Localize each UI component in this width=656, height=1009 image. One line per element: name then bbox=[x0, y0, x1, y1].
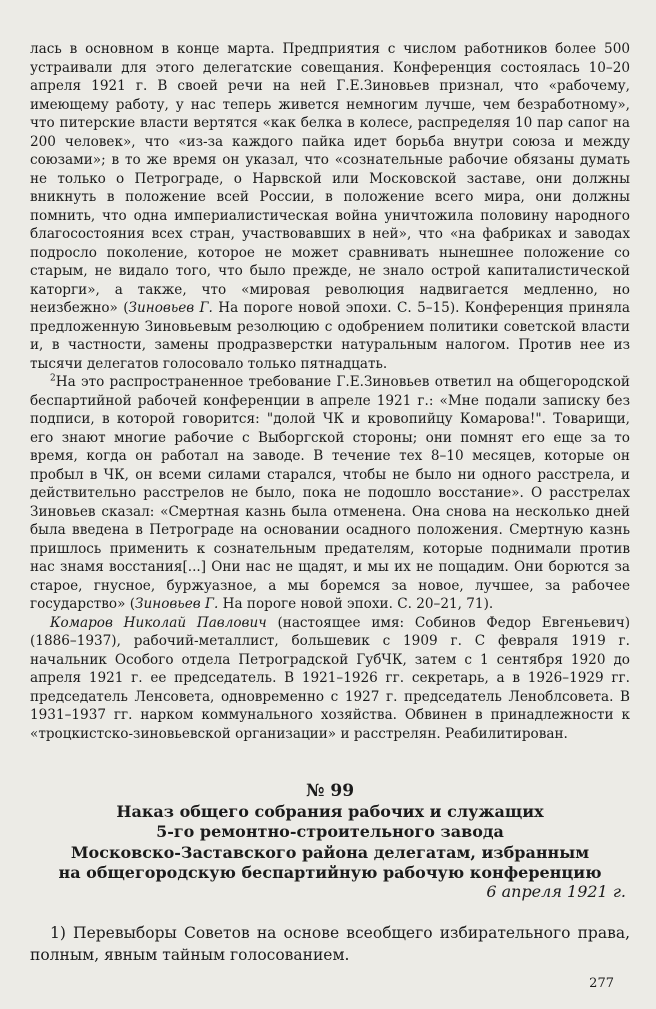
author-name: Зиновьев Г. bbox=[128, 300, 213, 316]
document-title-line: на общегородскую беспартийную рабочую конференцию bbox=[58, 863, 602, 882]
body-paragraph: 1) Перевыборы Советов на основе всеобщего избирательного права, полным, явным тайным голосованием. bbox=[30, 924, 630, 964]
person-name: Комаров Николай Павлович bbox=[50, 614, 267, 631]
page-number: 277 bbox=[589, 976, 614, 991]
footnotes-section bbox=[30, 40, 630, 743]
footnote-2: $^2$На это распространенное требование Г.Е.Зиновьев ответил на общегородской беспартийной рабочей конференции в апреле 1921 г.: «Мне подали записку без подписи, в которой говорится: "долой ЧК и кровопийцу Комарова!". Товарищи, его знают многие рабочие с Выборгской стороны; они помнят его еще за то время, когда он работал на заводе. В течение тех 8–10 месяцев, которые он пробыл в ЧК, он всеми силами старался, чтобы не было ни одного расстрела, и действительно расстрелов не было, пока не подошло восстание». О расстрелах Зиновьев сказал: «Смертная казнь была отменена. Она снова на несколько дней была введена в Петрограде на основании осадного положения. Смертную казнь пришлось применить к сознательным предателям, которые поднимали против нас знамя восстания[...] Они нас не щадят, и мы их не пощадим. Они борются за старое, гнусное, буржуазное, а мы боремся за новое, лучшее, за рабочее государство» (Зиновьев Г. На пороге новой эпохи. С. 20–21, 71). bbox=[30, 373, 630, 612]
author-name: Зиновьев Г. bbox=[135, 596, 219, 612]
document-header bbox=[30, 781, 630, 884]
document-date: 6 апреля 1921 г. bbox=[486, 882, 626, 901]
footnote-continuation: лась в основном в конце марта. Предприятия с числом работников более 500 устраивали для этого делегатские совещания. Конференция состоялась 10–20 апреля 1921 г. В своей речи на ней Г.Е.Зиновьев признал, что «рабочему, имеющему работу, у нас теперь живется немногим лучше, чем безработному», что питерские власти вертятся «как белка в колесе, распределяя 10 пар сапог на 200 человек», что «из-за каждого пайка идет борьба внутри союза и между союзами»; в то же время он указал, что «сознательные рабочие обязаны думать не только о Петрограде, о Нарвской или Московской заставе, они должны вникнуть в положение всей России, в положение всего мира, они должны помнить, что одна империалистическая война уничтожила половину народного благосостояния всех стран, участвовавших в ней», что «на фабриках и заводах подросло поколение, которое не может сравнивать нынешнее положение со старым, не видало того, что было прежде, не знало острой капиталистической каторги», а также, что «мировая революция надвигается медленно, но неизбежно» (Зиновьев Г. На пороге новой эпохи. С. 5–15). Конференция приняла предложенную Зиновьевым резолюцию с одобрением политики советской власти и, в частности, замены продразверстки натуральным налогом. Против нее из тысячи делегатов голосовало только пятнадцать. bbox=[30, 41, 631, 372]
document-title-line: Наказ общего собрания рабочих и служащих bbox=[116, 801, 544, 821]
document-title-line: 5-го ремонтно-строительного завода bbox=[156, 822, 504, 841]
footnote-biography: Комаров Николай Павлович (настоящее имя: Собинов Федор Евгеньевич) (1886–1937), рабочий-металлист, большевик с 1909 г. С февраля 1919 г. начальник Особого отдела Петроградской ГубЧК, затем с 1 сентября 1920 до апреля 1921 г. ее председатель. В 1921–1926 гг. секретарь, а в 1926–1929 гг. председатель Ленсовета, одновременно с 1927 г. председатель Леноблсовета. В 1931–1937 гг. нарком коммунального хозяйства. Обвинен в принадлежности к «троцкистско-зиновьевской организации» и расстрелян. Реабилитирован. bbox=[30, 614, 630, 742]
document-number: № 99 bbox=[305, 781, 355, 801]
document-title-line: Московско-Заставского района делегатам, избранным bbox=[70, 842, 590, 862]
footnote-marker: 2 bbox=[50, 373, 56, 384]
document-body bbox=[30, 922, 630, 966]
